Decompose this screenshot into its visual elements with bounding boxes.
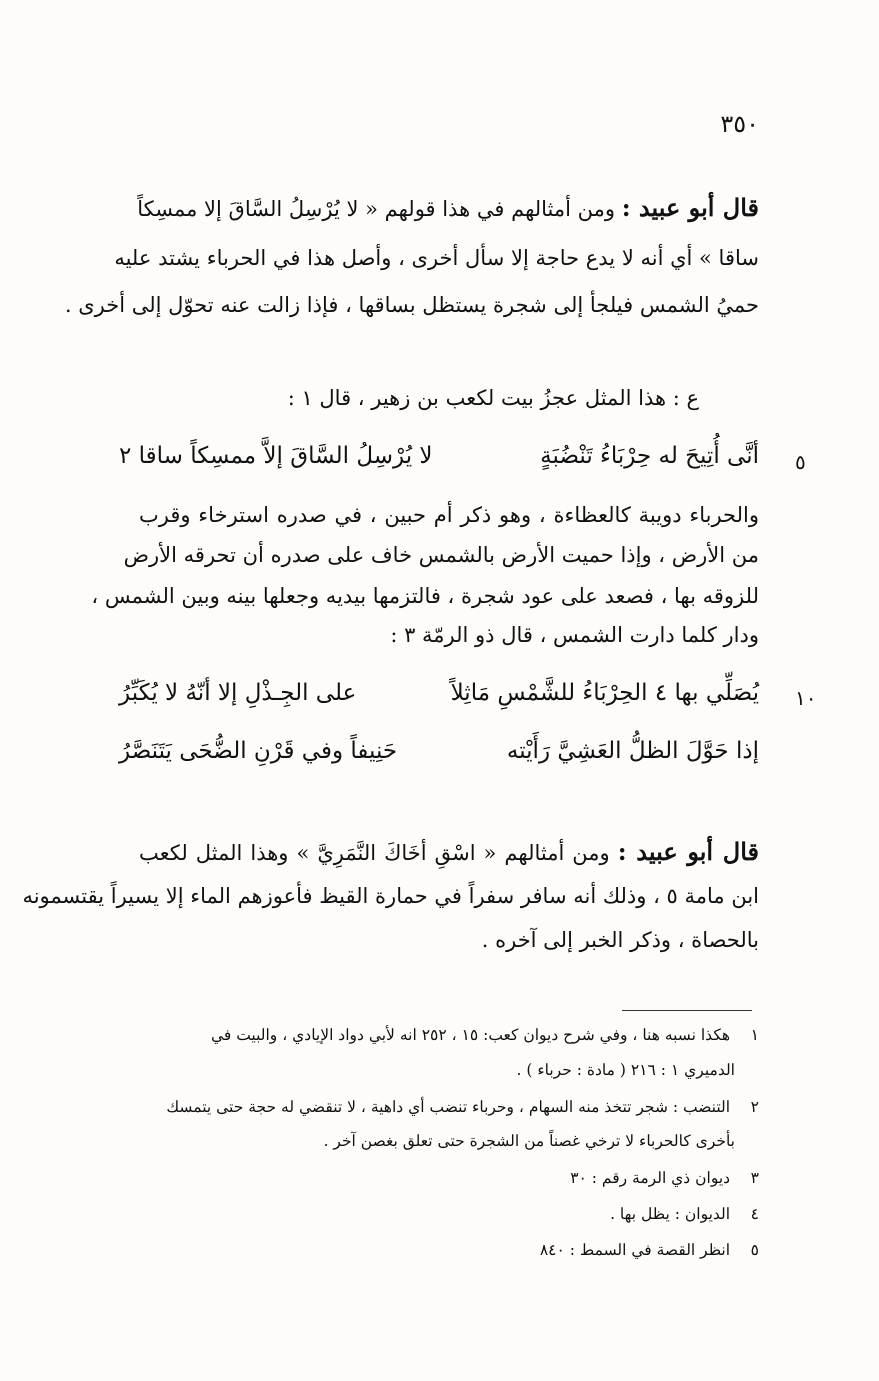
verse-1-first-hemistich: أنَّى أُتِيحَ له حِرْبَاءُ تَنْضُبَةٍ (540, 443, 759, 469)
footnote-3-number: ٣ (750, 1169, 759, 1187)
line-marker-10: ١٠ (795, 686, 817, 710)
footnote-2-number: ٢ (750, 1098, 759, 1116)
section3-line3: بالحصاة ، وذكر الخبر إلى آخره . (481, 928, 759, 952)
section2-para-line3: للزوقه بها ، فصعد على عود شجرة ، فالتزمها بيديه وجعلها بينه وبين الشمس ، (91, 584, 759, 608)
footnote-1-line2: الدميري ١ : ٢١٦ ( مادة : حرباء ) . (516, 1061, 735, 1079)
section2-para-line1: والحرباء دويبة كالعظاءة ، وهو ذكر أم حبين ، في صدره استرخاء وقرب (139, 503, 759, 527)
verse-3-first-hemistich: إذا حَوَّلَ الظلُّ العَشِيَّ رَأَيْته (506, 738, 759, 764)
footnote-2-line1: التنضب : شجر تتخذ منه السهام ، وحرباء تنضب أي داهية ، لا تنقضي له حجة حتى يتمسك (166, 1098, 731, 1116)
verse-2-second-hemistich: على الجِـذْلِ إلا أنّهُ لا يُكَبِّرُ (119, 680, 357, 706)
verse-2-first-hemistich: يُصَلِّي بها ٤ الحِرْبَاءُ للشَّمْسِ مَاثِلاً (450, 680, 759, 706)
section1-line1 (139, 193, 759, 224)
section2-intro: ع : هذا المثل عجزُ بيت لكعب بن زهير ، قال ١ : (287, 386, 699, 410)
footnote-3-line1: ديوان ذي الرمة رقم : ٣٠ (570, 1169, 731, 1187)
verse-1-second-hemistich: لا يُرْسِلُ السَّاقَ إلاَّ ممسِكاً ساقا ٢ (119, 443, 433, 469)
footnote-1-line1: هكذا نسبه هنا ، وفي شرح ديوان كعب: ١٥ ، ٢٥٢ انه لأبي دواد الإيادي ، والبيت في (210, 1026, 731, 1044)
section2-para-line2: من الأرض ، وإذا حميت الأرض بالشمس خاف على صدره أن تحرقه الأرض (123, 543, 759, 567)
section1-line1-text: ومن أمثالهم في هذا قولهم « لا يُرْسِلُ السَّاقَ إلا ممسِكاً (137, 197, 616, 221)
footnote-1-number: ١ (750, 1026, 759, 1044)
verse-3 (119, 738, 759, 772)
footnote-2-line2: بأخرى كالحرباء لا ترخي غصناً من الشجرة حتى تعلق بغصن آخر . (323, 1132, 735, 1150)
footnote-4 (19, 1201, 759, 1227)
section1-line2: ساقا » أي أنه لا يدع حاجة إلا سأل أخرى ، وأصل هذا في الحرباء يشتد عليه (114, 246, 759, 270)
footnote-5 (19, 1237, 759, 1263)
footnote-4-number: ٤ (750, 1205, 759, 1223)
section3-line2: ابن مامة ٥ ، وذلك أنه سافر سفراً في حمارة القيظ فأعوزهم الماء إلا يسيراً يقتسمونه (22, 884, 759, 908)
footnote-4-line1: الديوان : يظل بها . (610, 1205, 731, 1223)
page-number: ٣٥٠ (720, 110, 759, 138)
verse-1 (119, 443, 759, 477)
footnote-divider (622, 1010, 752, 1011)
footnote-2 (19, 1094, 759, 1120)
verse-2 (119, 680, 759, 714)
footnote-1 (19, 1022, 759, 1048)
footnote-5-line1: انظر القصة في السمط : ٨٤٠ (539, 1241, 731, 1259)
section3-line1 (139, 837, 759, 868)
section3-line1-text: ومن أمثالهم « اسْقِ أخَاكَ النَّمَرِيَّ » وهذا المثل لكعب (139, 841, 610, 865)
footnote-5-number: ٥ (750, 1241, 759, 1259)
section3-lead: قال أبو عبيد : (617, 837, 759, 866)
section2-para-line4: ودار كلما دارت الشمس ، قال ذو الرمّة ٣ : (390, 623, 759, 647)
section1-line3: حميُ الشمس فيلجأ إلى شجرة يستظل بساقها ، فإذا زالت عنه تحوّل إلى أخرى . (64, 293, 759, 317)
verse-3-second-hemistich: حَنِيفاً وفي قَرْنِ الضُّحَى يَتَنَصَّرُ (119, 738, 398, 764)
section1-lead: قال أبو عبيد : (621, 193, 759, 222)
footnote-3 (19, 1165, 759, 1191)
line-marker-5: ٥ (795, 450, 806, 474)
